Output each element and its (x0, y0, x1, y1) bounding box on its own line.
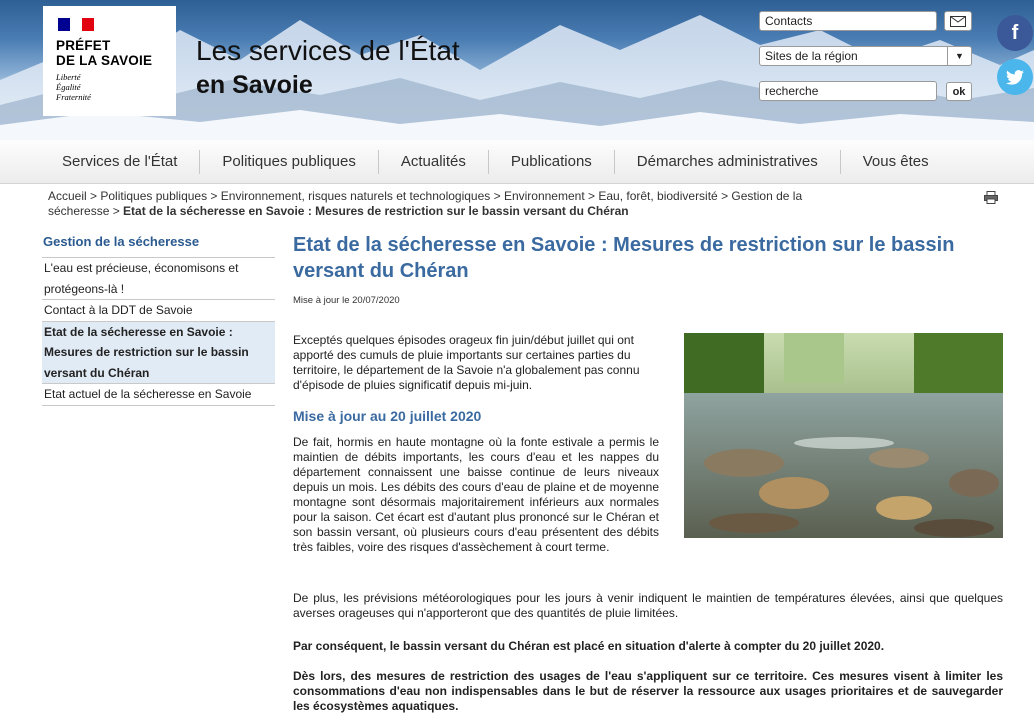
update-date: Mise à jour le 20/07/2020 (293, 295, 400, 306)
paragraph-alert: Par conséquent, le bassin versant du Chéran est placé en situation d'alerte à compter du 20 juillet 2020. (293, 639, 885, 653)
paragraph-measures: Dès lors, des mesures de restriction des usages de l'eau s'appliquent sur ce territoire. Ces mesures visent à limiter les consommations d'eau non indispensables dans le but de réserver la ressource aux usages prioritaires et de sauvegarder les écosystèmes aquatiques. (293, 669, 1003, 713)
nav-demarches-administratives[interactable]: Démarches administratives (615, 150, 841, 174)
print-icon[interactable] (984, 191, 998, 209)
sidebar-item-etat-actuel[interactable]: Etat actuel de la sécheresse en Savoie (42, 384, 275, 406)
breadcrumb (48, 189, 828, 219)
logo-motto: Liberté Égalité Fraternité (56, 72, 91, 102)
sidebar-title[interactable]: Gestion de la sécheresse (42, 234, 275, 258)
nav-services-etat[interactable]: Services de l'État (40, 150, 200, 174)
regional-sites-select[interactable]: Sites de la région ▼ (759, 46, 972, 66)
intro-paragraph: Exceptés quelques épisodes orageux fin juin/début juillet qui ont apporté des cumuls de pluie importants sur certaines parties du territoire, le département de la Savoie n'a globalement pas connu d'épisode de pluies significatif depuis mi-juin. (293, 333, 640, 392)
twitter-icon[interactable] (997, 59, 1033, 95)
twitter-bird-icon (1006, 70, 1024, 85)
sidebar-item-contact-ddt[interactable]: Contact à la DDT de Savoie (42, 300, 275, 322)
prefet-logo[interactable] (43, 6, 176, 116)
sidebar-item-eau-precieuse[interactable]: L'eau est précieuse, économisons et protégeons-là ! (42, 258, 275, 300)
nav-politiques-publiques[interactable]: Politiques publiques (200, 150, 378, 174)
paragraph-situation: De fait, hormis en haute montagne où la fonte estivale a permis le maintien de débits importants, les cours d'eau et les nappes du département connaissent une baisse continue de leurs niveaux depuis un mois. Les débits des cours d'eau de plaine et de moyenne montagne sont désormais majoritairement inférieurs aux normales pour la saison. Cet écart est d'autant plus prononcé sur le Chéran et son bassin versant, où plusieurs cours d'eau présentent des débits très faibles, voire des risques d'assèchement à court terme. (293, 435, 659, 554)
river-photo (684, 333, 1003, 538)
printer-icon (984, 191, 998, 204)
sidebar (42, 234, 275, 406)
logo-line-1: PRÉFET (56, 38, 111, 53)
envelope-icon (950, 16, 966, 27)
sidebar-item-restriction-cheran[interactable]: Etat de la sécheresse en Savoie : Mesures de restriction sur le bassin versant du Chéran (42, 322, 275, 385)
nav-vous-etes[interactable]: Vous êtes (862, 152, 929, 170)
contacts-link[interactable]: Contacts (759, 11, 937, 31)
section-subtitle: Mise à jour au 20 juillet 2020 (293, 408, 482, 424)
mail-button[interactable] (944, 11, 972, 31)
logo-line-2: DE LA SAVOIE (56, 53, 153, 68)
facebook-icon[interactable]: f (997, 15, 1033, 51)
marianne-flag-icon (58, 18, 94, 31)
header-banner (0, 0, 1034, 140)
paragraph-forecast: De plus, les prévisions météorologiques pour les jours à venir indiquent le maintien de températures élevées, ainsi que quelques averses orageuses qui n'apporteront que des quantités de pluie limitées. (293, 591, 1003, 620)
nav-publications[interactable]: Publications (489, 150, 615, 174)
nav-actualites[interactable]: Actualités (379, 150, 489, 174)
page-title: Etat de la sécheresse en Savoie : Mesures de restriction sur le bassin versant du Chéran (293, 234, 955, 282)
search-submit-button[interactable]: ok (946, 82, 972, 101)
search-input[interactable]: recherche (759, 81, 937, 101)
breadcrumb-path[interactable]: Accueil > Politiques publiques > Environnement, risques naturels et technologiques > Environnement > Eau, forêt, biodiversité > Gestion de la sécheresse > (48, 189, 803, 218)
chevron-down-icon: ▼ (947, 47, 971, 65)
site-title[interactable]: Les services de l'État en Savoie (196, 35, 460, 99)
main-navigation (0, 140, 1034, 184)
article (293, 232, 1006, 713)
breadcrumb-current: Etat de la sécheresse en Savoie : Mesures de restriction sur le bassin versant du Chéran (123, 204, 629, 218)
